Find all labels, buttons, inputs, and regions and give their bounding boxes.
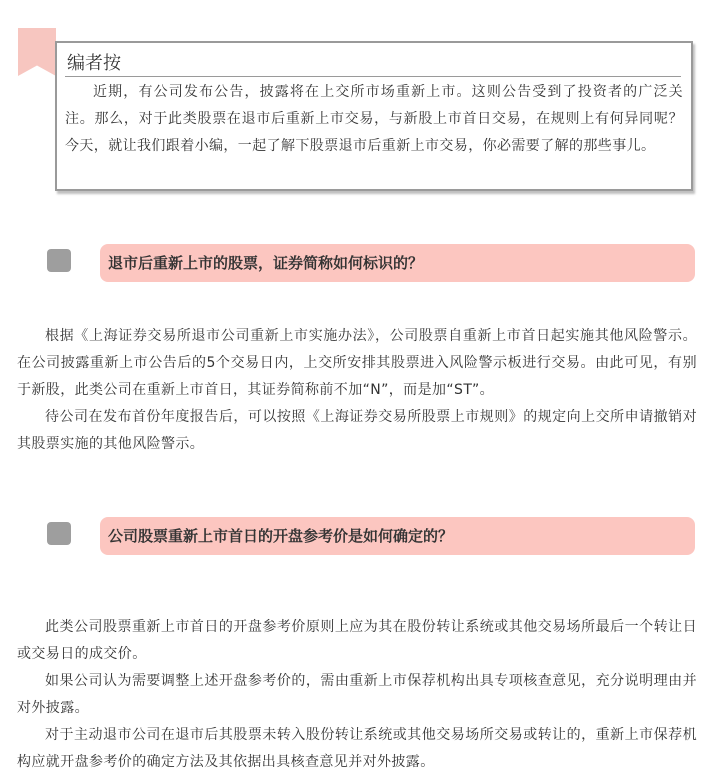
section-heading-bar <box>100 244 695 282</box>
section-body <box>17 323 697 458</box>
section-heading: 退市后重新上市的股票，证券简称如何标识的？ <box>108 254 424 272</box>
editor-note-title: 编者按 <box>67 53 121 74</box>
editor-note-box <box>55 41 693 191</box>
paragraph: 根据《上海证券交易所退市公司重新上市实施办法》，公司股票自重新上市首日起实施其他风险警示。在公司披露重新上市公告后的5个交易日内，上交所安排其股票进入风险警示板进行交易。由此可见，有别于新股，此类公司在重新上市首日，其证券简称前不加“N”，而是加“ST”。 <box>17 328 697 398</box>
section-marker-icon <box>47 249 71 272</box>
paragraph: 对于主动退市公司在退市后其股票未转入股份转让系统或其他交易场所交易或转让的，重新上市保荐机构应就开盘参考价的确定方法及其依据出具核查意见并对外披露。 <box>17 727 697 770</box>
section-heading-bar <box>100 517 695 555</box>
paragraph: 如果公司认为需要调整上述开盘参考价的，需由重新上市保荐机构出具专项核查意见，充分说明理由并对外披露。 <box>17 673 697 716</box>
editor-note-divider <box>65 76 681 77</box>
section-body <box>17 614 697 776</box>
section-heading: 公司股票重新上市首日的开盘参考价是如何确定的？ <box>108 527 454 545</box>
paragraph: 此类公司股票重新上市首日的开盘参考价原则上应为其在股份转让系统或其他交易场所最后一个转让日或交易日的成交价。 <box>17 619 697 662</box>
editor-note-text: 近期，有公司发布公告，披露将在上交所市场重新上市。这则公告受到了投资者的广泛关注。那么，对于此类股票在退市后重新上市交易，与新股上市首日交易，在规则上有何异同呢？今天，就让我们跟着小编，一起了解下股票退市后重新上市交易，你必需要了解的那些事儿。 <box>65 84 683 154</box>
paragraph: 待公司在发布首份年度报告后，可以按照《上海证券交易所股票上市规则》的规定向上交所申请撤销对其股票实施的其他风险警示。 <box>17 409 697 452</box>
bookmark-ribbon-icon <box>18 28 56 76</box>
section-marker-icon <box>47 522 71 545</box>
